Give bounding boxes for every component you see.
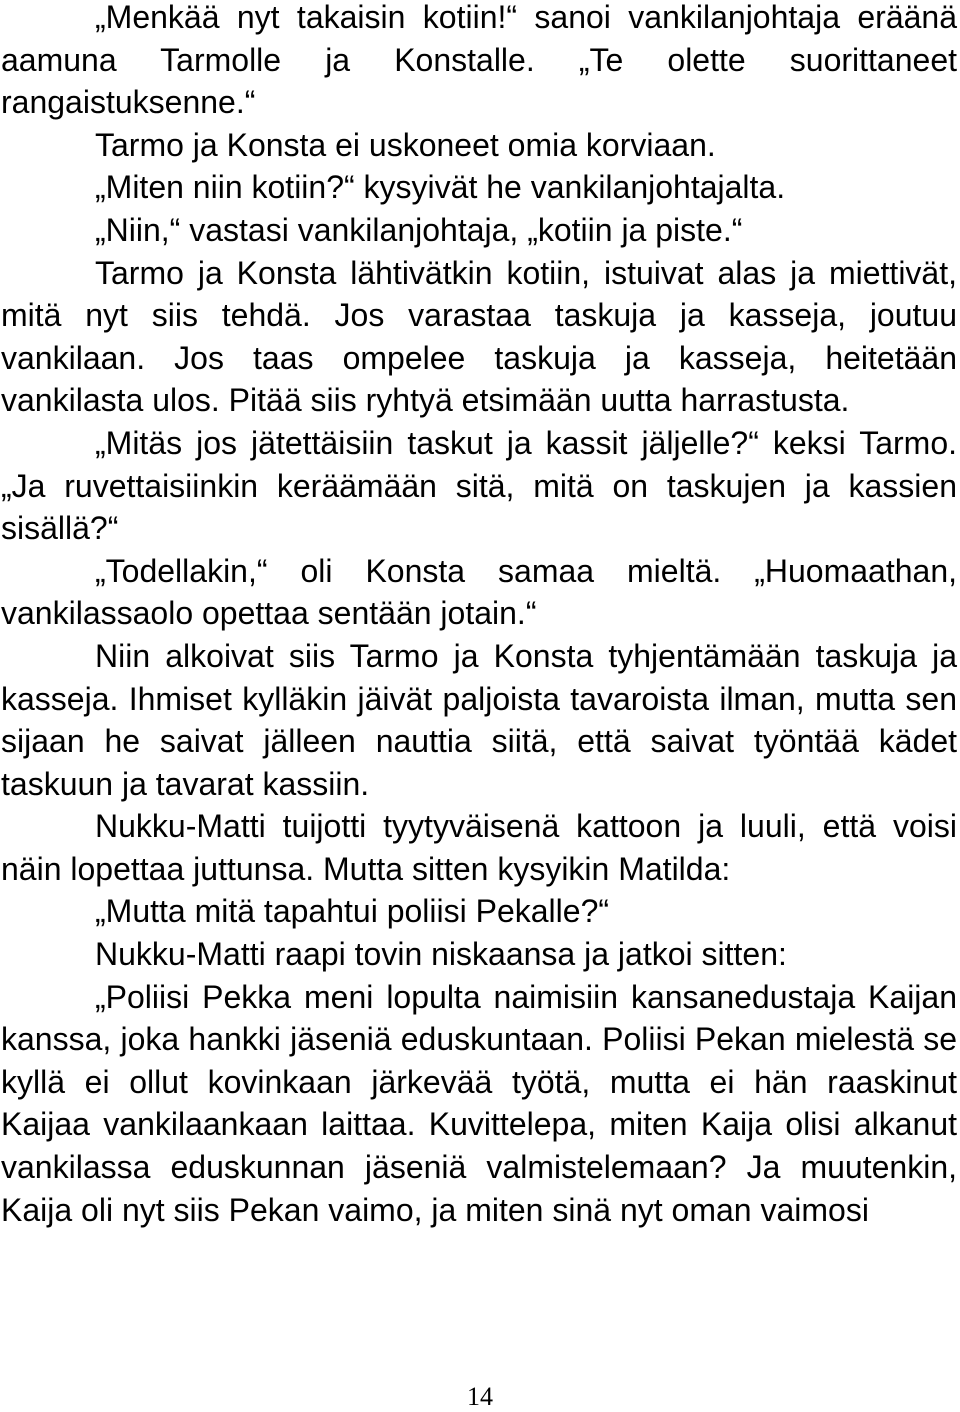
- paragraph-6: „Mitäs jos jätettäisiin taskut ja kassit jäljelle?“ keksi Tarmo. „Ja ruvettaisiinkin keräämään sitä, mitä on taskujen ja kassien sisällä?“: [1, 424, 957, 547]
- paragraph-3: „Miten niin kotiin?“ kysyivät he vankilanjohtajalta.: [95, 169, 786, 206]
- paragraph-8: Niin alkoivat siis Tarmo ja Konsta tyhjentämään taskuja ja kasseja. Ihmiset kylläkin jäivät paljoista tavaroista ilman, mutta sen sijaan he saivat jälleen nauttia siitä, että saivat työntää kädet taskuun ja tavarat kassiin.: [1, 637, 957, 802]
- paragraph-12: „Poliisi Pekka meni lopulta naimisiin kansanedustaja Kaijan kanssa, joka hankki jäseniä eduskuntaan. Poliisi Pekan mielestä se kyllä ei ollut kovinkaan järkevää työtä, mutta ei hän raaskinut Kaijaa vankilaankaan laittaa. Kuvittelepa, miten Kaija olisi alkanut vankilassa eduskunnan jäseniä valmistelemaan? Ja muutenkin, Kaija oli nyt siis Pekan vaimo, ja miten sinä nyt oman vaimosi: [1, 978, 957, 1228]
- paragraph-10: „Mutta mitä tapahtui poliisi Pekalle?“: [95, 893, 610, 930]
- body-text: [1, 0, 957, 1231]
- paragraph-5: Tarmo ja Konsta lähtivätkin kotiin, istuivat alas ja miettivät, mitä nyt siis tehdä. Jos varastaa taskuja ja kasseja, joutuu vankilaan. Jos taas ompelee taskuja ja kasseja, heitetään vankilasta ulos. Pitää siis ryhtyä etsimään uutta harrastusta.: [1, 254, 957, 419]
- page-number: 14: [467, 1382, 493, 1411]
- paragraph-7: „Todellakin,“ oli Konsta samaa mieltä. „Huomaathan, vankilassaolo opettaa sentään jotain.“: [1, 552, 957, 632]
- paragraph-4: „Niin,“ vastasi vankilanjohtaja, „kotiin ja piste.“: [95, 211, 743, 248]
- paragraph-1: „Menkää nyt takaisin kotiin!“ sanoi vankilanjohtaja eräänä aamuna Tarmolle ja Konstalle. „Te olette suorittaneet rangaistuksenne.“: [1, 0, 957, 121]
- paragraph-11: Nukku-Matti raapi tovin niskaansa ja jatkoi sitten:: [95, 936, 787, 973]
- paragraph-9: Nukku-Matti tuijotti tyytyväisenä kattoon ja luuli, että voisi näin lopettaa juttunsa. Mutta sitten kysyikin Matilda:: [1, 808, 957, 887]
- paragraph-2: Tarmo ja Konsta ei uskoneet omia korviaan.: [95, 126, 716, 163]
